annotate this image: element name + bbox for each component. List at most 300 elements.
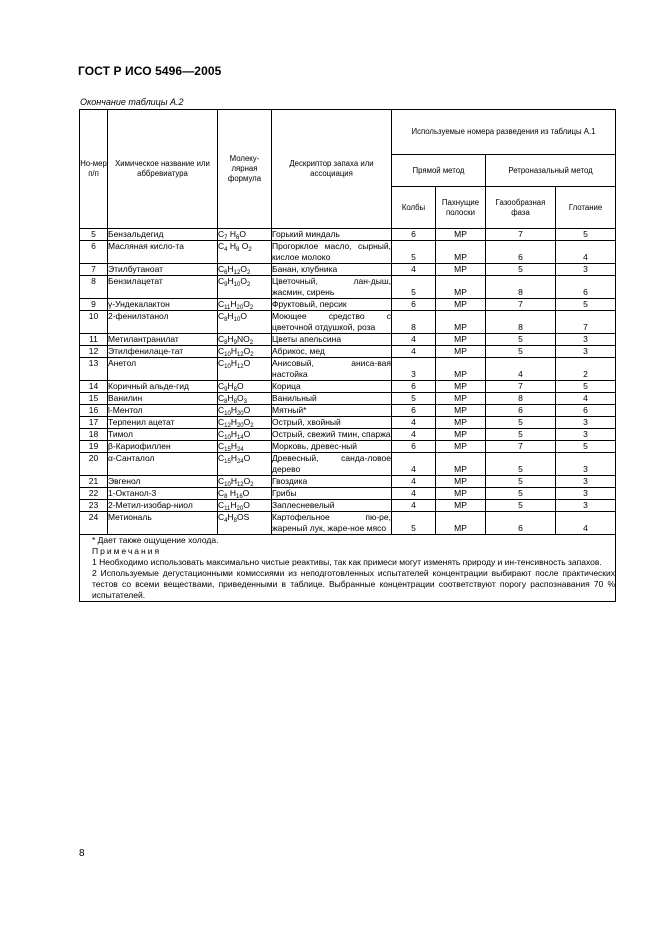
molecular-formula [218, 476, 272, 488]
table-row [80, 441, 616, 453]
formula-element: C [218, 311, 225, 321]
formula-element: O [240, 264, 247, 274]
formula-element: O [239, 241, 249, 251]
row-number: 22 [80, 488, 108, 500]
molecular-formula [218, 358, 272, 381]
formula-subscript: 2 [246, 270, 251, 276]
value-strips: МР [436, 488, 486, 500]
value-flasks: 6 [392, 229, 436, 241]
value-strips: МР [436, 393, 486, 405]
odor-descriptor: Фруктовый, персик [272, 299, 392, 311]
value-flasks: 4 [392, 500, 436, 512]
molecular-formula [218, 405, 272, 417]
formula-element: C [218, 381, 225, 391]
value-gas-phase: 5 [486, 346, 556, 358]
value-swallowing: 2 [556, 358, 616, 381]
molecular-formula [218, 393, 272, 405]
row-number: 13 [80, 358, 108, 381]
formula-element: O [239, 229, 246, 239]
row-number: 12 [80, 346, 108, 358]
formula-element: O [243, 453, 251, 463]
table-row [80, 429, 616, 441]
formula-subscript: 2 [249, 305, 254, 311]
formula-element: O [243, 429, 251, 439]
formula-element: C [218, 346, 225, 356]
odor-descriptor: Цветы апельсина [272, 334, 392, 346]
formula-element: C [218, 241, 225, 251]
value-swallowing: 3 [556, 500, 616, 512]
header-descriptor: Дескриптор запаха или ассоциация [272, 110, 392, 229]
header-gas-phase: Газообразная фаза [486, 187, 556, 229]
formula-element: NO [236, 334, 250, 344]
value-flasks: 6 [392, 405, 436, 417]
table-row [80, 229, 616, 241]
odor-descriptor: Грибы [272, 488, 392, 500]
chemical-name: Этилфенилаце-тат [108, 346, 218, 358]
value-flasks: 5 [392, 393, 436, 405]
formula-subscript: 9 [224, 387, 228, 393]
value-strips: МР [436, 311, 486, 334]
formula-element: O [243, 500, 250, 510]
value-strips: МР [436, 229, 486, 241]
formula-subscript: 2 [246, 282, 251, 288]
value-gas-phase: 5 [486, 500, 556, 512]
formula-subscript: 20 [236, 411, 244, 417]
value-strips: МР [436, 441, 486, 453]
formula-subscript: 24 [236, 459, 244, 465]
header-num: Но-мер п/п [80, 110, 108, 229]
formula-element: C [218, 441, 225, 451]
table-row [80, 346, 616, 358]
value-swallowing: 7 [556, 311, 616, 334]
table-row [80, 241, 616, 264]
row-number: 14 [80, 381, 108, 393]
row-number: 20 [80, 453, 108, 476]
odor-descriptor: Острый, хвойный [272, 417, 392, 429]
value-strips: МР [436, 500, 486, 512]
molecular-formula [218, 488, 272, 500]
formula-element: H [227, 488, 236, 498]
value-gas-phase: 7 [486, 381, 556, 393]
formula-subscript: 8 [235, 247, 240, 253]
value-swallowing: 4 [556, 393, 616, 405]
table-row [80, 381, 616, 393]
formula-subscript: 6 [224, 270, 228, 276]
header-strips: Пахнущие полоски [436, 187, 486, 229]
notes-heading: Примечания [92, 546, 162, 556]
odor-descriptor: Анисовый, аниса-вая настойка [272, 358, 391, 379]
chemical-name: l-Ментол [108, 405, 218, 417]
value-gas-phase: 5 [486, 476, 556, 488]
value-flasks: 4 [392, 488, 436, 500]
value-flasks: 5 [392, 276, 436, 299]
formula-element: H [227, 334, 234, 344]
chemical-name: Терпенил ацетат [108, 417, 218, 429]
chemical-name: 2-Метил-изобар-ниол [108, 500, 218, 512]
page-number: 8 [79, 848, 85, 859]
value-flasks: 4 [392, 334, 436, 346]
formula-subscript: 12 [224, 423, 231, 429]
formula-subscript: 2 [248, 247, 252, 253]
value-strips: МР [436, 405, 486, 417]
value-swallowing: 3 [556, 417, 616, 429]
formula-element: O [243, 346, 251, 356]
odor-descriptor: Мятный* [272, 405, 392, 417]
value-swallowing: 6 [556, 405, 616, 417]
molecular-formula [218, 264, 272, 276]
value-flasks: 4 [392, 453, 436, 476]
formula-element: H [230, 441, 237, 451]
odor-descriptor: Заплесневелый [272, 500, 392, 512]
odor-descriptor: Прогорклое масло, сырный, кислое молоко [272, 241, 391, 262]
chemical-name: Анетол [108, 358, 218, 381]
formula-subscript: 2 [250, 423, 254, 429]
value-gas-phase: 7 [486, 441, 556, 453]
formula-subscript: 4 [224, 247, 228, 253]
odor-descriptor: Абрикос, мед [272, 346, 392, 358]
row-number: 7 [80, 264, 108, 276]
value-flasks: 4 [392, 476, 436, 488]
formula-element: H [227, 393, 234, 403]
table-row [80, 393, 616, 405]
value-gas-phase: 5 [486, 417, 556, 429]
chemical-name: γ-Ундекалактон [108, 299, 218, 311]
formula-subscript: 2 [250, 482, 254, 488]
row-number: 9 [80, 299, 108, 311]
molecular-formula [218, 311, 272, 334]
formula-subscript: 12 [236, 482, 244, 488]
formula-element: H [230, 417, 237, 427]
chemical-name: Эвгенол [108, 476, 218, 488]
value-strips: МР [436, 241, 486, 264]
value-gas-phase: 7 [486, 299, 556, 311]
formula-element: C [218, 512, 225, 522]
molecular-formula [218, 334, 272, 346]
row-number: 8 [80, 276, 108, 299]
chemical-name: Бензилацетат [108, 276, 218, 299]
formula-subscript: 6 [235, 235, 240, 241]
value-gas-phase: 8 [486, 393, 556, 405]
formula-element: C [218, 299, 225, 309]
formula-element: H [227, 241, 236, 251]
value-gas-phase: 4 [486, 358, 556, 381]
table-body [80, 229, 616, 535]
row-number: 21 [80, 476, 108, 488]
row-number: 23 [80, 500, 108, 512]
formula-element: O [240, 276, 247, 286]
row-number: 24 [80, 512, 108, 535]
value-swallowing: 3 [556, 453, 616, 476]
value-strips: МР [436, 381, 486, 393]
row-number: 10 [80, 311, 108, 334]
formula-element: C [218, 476, 225, 486]
formula-subscript: 10 [224, 352, 231, 358]
header-dilution-group: Используемые номера разведения из таблицы А.1 [392, 110, 616, 155]
formula-element: C [218, 229, 225, 239]
value-flasks: 4 [392, 429, 436, 441]
odor-descriptor: Корица [272, 381, 392, 393]
value-swallowing: 3 [556, 476, 616, 488]
table-row [80, 476, 616, 488]
formula-subscript: 14 [236, 435, 244, 441]
formula-subscript: 3 [243, 399, 247, 405]
odor-descriptor: Гвоздика [272, 476, 392, 488]
formula-element: O [240, 311, 247, 321]
value-swallowing: 5 [556, 441, 616, 453]
formula-element: H [230, 429, 237, 439]
formula-element: C [218, 488, 225, 498]
formula-element: O [243, 358, 251, 368]
odor-descriptor: Горький миндаль [272, 229, 392, 241]
table-row [80, 417, 616, 429]
odor-descriptor: Морковь, древес-ный [272, 441, 392, 453]
value-strips: МР [436, 346, 486, 358]
value-gas-phase: 5 [486, 488, 556, 500]
formula-subscript: 12 [233, 270, 241, 276]
value-strips: МР [436, 358, 486, 381]
value-flasks: 6 [392, 441, 436, 453]
value-swallowing: 3 [556, 346, 616, 358]
value-swallowing: 3 [556, 429, 616, 441]
formula-subscript: 24 [236, 447, 244, 453]
chemical-name: 2-фенилэтанол [108, 311, 218, 334]
value-gas-phase: 7 [486, 229, 556, 241]
formula-subscript: 9 [224, 282, 228, 288]
chemical-name: Масляная кисло-та [108, 241, 218, 264]
value-gas-phase: 5 [486, 334, 556, 346]
header-swallowing: Глотание [556, 187, 616, 229]
formula-element: C [218, 405, 225, 415]
table-row [80, 488, 616, 500]
value-strips: МР [436, 476, 486, 488]
formula-subscript: 12 [236, 364, 244, 370]
formula-subscript: 10 [224, 482, 231, 488]
formula-subscript: 4 [224, 518, 228, 524]
odor-table [79, 109, 616, 602]
formula-subscript: 15 [224, 447, 231, 453]
formula-element: H [227, 229, 236, 239]
formula-element: OS [236, 512, 250, 522]
odor-descriptor: Банан, клубника [272, 264, 392, 276]
table-row [80, 334, 616, 346]
formula-element: O [236, 381, 244, 391]
formula-subscript: 8 [224, 494, 228, 500]
formula-element: H [230, 346, 237, 356]
formula-subscript: 7 [224, 235, 228, 241]
table-row [80, 512, 616, 535]
value-strips: МР [436, 276, 486, 299]
formula-element: C [218, 334, 225, 344]
value-gas-phase: 8 [486, 276, 556, 299]
value-flasks: 4 [392, 264, 436, 276]
molecular-formula [218, 417, 272, 429]
document-title: ГОСТ Р ИСО 5496—2005 [78, 64, 222, 78]
odor-descriptor: Моющее средство с цветочной отдушкой, роза [272, 311, 391, 332]
formula-subscript: 10 [224, 435, 231, 441]
value-swallowing: 4 [556, 241, 616, 264]
notes-cell [80, 535, 616, 602]
value-gas-phase: 8 [486, 311, 556, 334]
value-strips: МР [436, 453, 486, 476]
formula-element: H [230, 358, 237, 368]
value-strips: МР [436, 512, 486, 535]
chemical-name: β-Кариофиллен [108, 441, 218, 453]
chemical-name: Ванилин [108, 393, 218, 405]
row-number: 19 [80, 441, 108, 453]
formula-element: O [243, 417, 251, 427]
row-number: 15 [80, 393, 108, 405]
formula-subscript: 9 [233, 340, 237, 346]
value-gas-phase: 6 [486, 512, 556, 535]
value-swallowing: 3 [556, 488, 616, 500]
formula-subscript: 10 [233, 317, 241, 323]
header-name: Химическое название или аббревиатура [108, 110, 218, 229]
table-row [80, 264, 616, 276]
header-formula: Молеку-лярная формула [218, 110, 272, 229]
formula-element: C [218, 453, 225, 463]
value-strips: МР [436, 429, 486, 441]
value-gas-phase: 6 [486, 405, 556, 417]
formula-subscript: 8 [224, 399, 228, 405]
formula-element: O [243, 405, 251, 415]
table-row [80, 299, 616, 311]
formula-element: O [236, 393, 244, 403]
formula-subscript: 8 [233, 387, 237, 393]
odor-descriptor: Острый, свежий тмин, спаржа [272, 429, 391, 439]
molecular-formula [218, 241, 272, 264]
formula-element: H [227, 264, 234, 274]
value-gas-phase: 5 [486, 264, 556, 276]
value-flasks: 5 [392, 241, 436, 264]
value-flasks: 4 [392, 417, 436, 429]
table-row [80, 500, 616, 512]
value-swallowing: 5 [556, 229, 616, 241]
value-strips: МР [436, 264, 486, 276]
header-retro-method: Ретроназальный метод [486, 155, 616, 187]
table-row [80, 276, 616, 299]
formula-element: C [218, 358, 225, 368]
formula-element: C [218, 500, 225, 510]
formula-element: H [230, 299, 237, 309]
note-2: 2 Используемые дегустационными комиссиями из неподготовленных испытателей концентрации выбирают после практических тестов со всеми веществами, приведенными в таблице. Выбранные концентрации соответствуют порогу распознавания 70 % испытателей. [92, 568, 616, 600]
value-flasks: 8 [392, 311, 436, 334]
chemical-name: α-Санталол [108, 453, 218, 476]
odor-descriptor: Древесный, санда-ловое дерево [272, 453, 391, 474]
value-flasks: 3 [392, 358, 436, 381]
row-number: 18 [80, 429, 108, 441]
odor-descriptor: Цветочный, лан-дыш, жасмин, сирень [272, 276, 391, 297]
formula-subscript: 10 [224, 411, 231, 417]
formula-subscript: 2 [249, 340, 254, 346]
formula-element: C [218, 276, 225, 286]
table-caption: Окончание таблицы А.2 [80, 97, 184, 107]
value-swallowing: 5 [556, 381, 616, 393]
chemical-name: Метиональ [108, 512, 218, 535]
chemical-name: 1-Октанол-3 [108, 488, 218, 500]
formula-element: O [242, 488, 250, 498]
formula-element: H [230, 476, 237, 486]
formula-element: H [227, 381, 234, 391]
header-direct-method: Прямой метод [392, 155, 486, 187]
value-flasks: 4 [392, 346, 436, 358]
formula-element: H [230, 500, 237, 510]
molecular-formula [218, 346, 272, 358]
value-gas-phase: 6 [486, 241, 556, 264]
chemical-name: Метилантранилат [108, 334, 218, 346]
odor-descriptor: Картофельное пю-ре, жареный лук, жаре-ное мясо [272, 512, 391, 533]
formula-subscript: 2 [250, 352, 254, 358]
molecular-formula [218, 381, 272, 393]
formula-element: H [230, 453, 237, 463]
value-flasks: 5 [392, 512, 436, 535]
molecular-formula [218, 512, 272, 535]
value-gas-phase: 5 [486, 429, 556, 441]
formula-element: O [243, 476, 251, 486]
formula-subscript: 8 [224, 340, 228, 346]
odor-descriptor: Ванильный [272, 393, 392, 405]
chemical-name: Тимол [108, 429, 218, 441]
formula-element: H [227, 276, 234, 286]
molecular-formula [218, 229, 272, 241]
value-strips: МР [436, 299, 486, 311]
value-swallowing: 6 [556, 276, 616, 299]
formula-subscript: 8 [233, 399, 237, 405]
formula-subscript: 10 [224, 364, 231, 370]
value-gas-phase: 5 [486, 453, 556, 476]
note-1: 1 Необходимо использовать максимально чистые реактивы, так как примеси могут изменять природу и ин-тенсивность запахов. [92, 557, 602, 567]
row-number: 11 [80, 334, 108, 346]
formula-subscript: 20 [236, 423, 244, 429]
value-swallowing: 3 [556, 334, 616, 346]
value-swallowing: 3 [556, 264, 616, 276]
table-row [80, 453, 616, 476]
formula-element: C [218, 429, 225, 439]
formula-subscript: 20 [236, 305, 244, 311]
value-swallowing: 4 [556, 512, 616, 535]
formula-element: C [218, 264, 225, 274]
formula-subscript: 15 [224, 459, 231, 465]
table-row [80, 311, 616, 334]
molecular-formula [218, 441, 272, 453]
molecular-formula [218, 429, 272, 441]
footnote: * Дает также ощущение холода. [92, 535, 219, 545]
molecular-formula [218, 453, 272, 476]
formula-subscript: 10 [233, 282, 241, 288]
value-strips: МР [436, 334, 486, 346]
row-number: 16 [80, 405, 108, 417]
chemical-name: Этилбутаноат [108, 264, 218, 276]
row-number: 17 [80, 417, 108, 429]
molecular-formula [218, 276, 272, 299]
value-strips: МР [436, 417, 486, 429]
formula-subscript: 11 [224, 506, 231, 512]
chemical-name: Бензальдегид [108, 229, 218, 241]
molecular-formula [218, 299, 272, 311]
formula-element: C [218, 417, 225, 427]
value-swallowing: 5 [556, 299, 616, 311]
formula-subscript: 20 [236, 506, 244, 512]
value-flasks: 6 [392, 299, 436, 311]
header-flasks: Колбы [392, 187, 436, 229]
formula-subscript: 16 [235, 494, 243, 500]
formula-element: C [218, 393, 225, 403]
molecular-formula [218, 500, 272, 512]
table-row [80, 405, 616, 417]
formula-element: O [243, 299, 250, 309]
formula-subscript: 8 [233, 518, 237, 524]
formula-subscript: 8 [224, 317, 228, 323]
formula-element: H [227, 311, 234, 321]
